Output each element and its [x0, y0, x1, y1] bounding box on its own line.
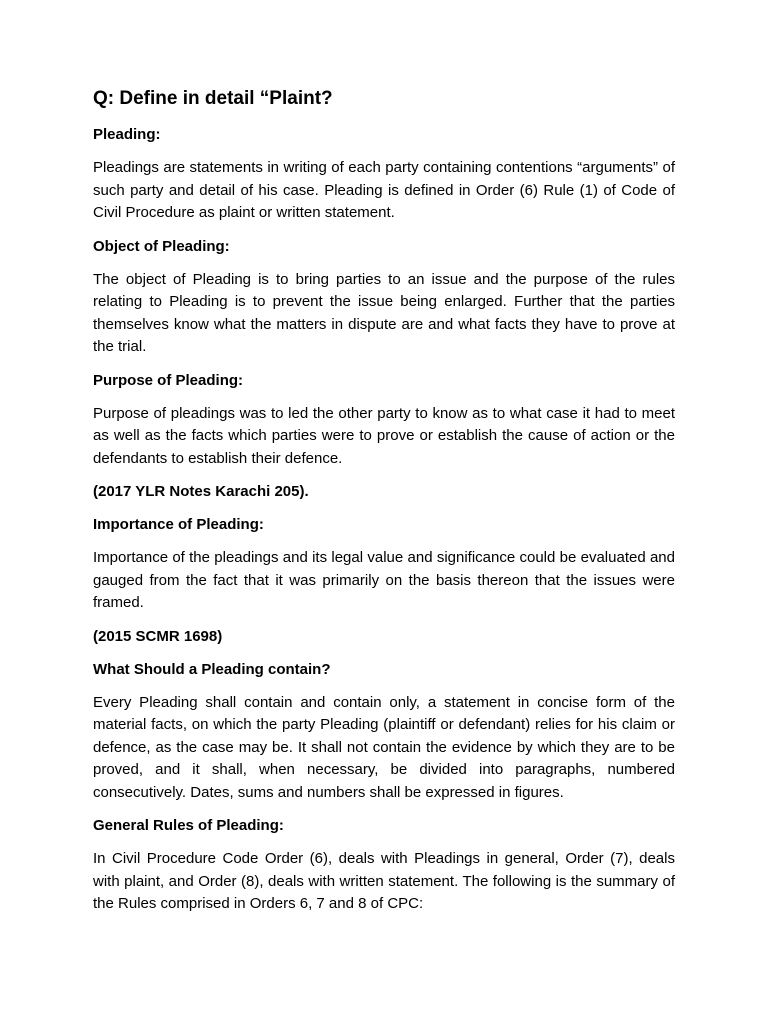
heading-object-of-pleading: Object of Pleading:: [93, 237, 230, 255]
paragraph-general-rules: In Civil Procedure Code Order (6), deals with Pleadings in general, Order (7), deals with plaint, and Order (8), deals with written statement. The following is the summary of the Rules comprised in Orders 6, 7 and 8 of CPC:: [93, 850, 675, 912]
paragraph-object-of-pleading: The object of Pleading is to bring parties to an issue and the purpose of the rules relating to Pleading is to prevent the issue being enlarged. Further that the parties themselves know what the matters in dispute are and what facts they have to prove at the trial.: [93, 270, 675, 355]
paragraph-what-pleading-contains: Every Pleading shall contain and contain only, a statement in concise form of the material facts, on which the party Pleading (plaintiff or defendant) relies for his claim or defence, as the case may be. It shall not contain the evidence by which they are to be proved, and it shall, when necessary, be divided into paragraphs, numbered consecutively. Dates, sums and numbers shall be expressed in figures.: [93, 693, 675, 801]
heading-general-rules: General Rules of Pleading:: [93, 817, 284, 834]
heading-pleading: Pleading:: [93, 126, 161, 143]
heading-importance-of-pleading: Importance of Pleading:: [93, 516, 264, 533]
heading-purpose-of-pleading: Purpose of Pleading:: [93, 371, 244, 389]
citation-2017-ylr: (2017 YLR Notes Karachi 205).: [93, 483, 309, 500]
paragraph-importance-of-pleading: Importance of the pleadings and its legal value and significance could be evaluated and gauged from the fact that it was primarily on the basis thereon that the issues were framed.: [93, 549, 675, 611]
citation-2015-scmr: (2015 SCMR 1698): [93, 627, 223, 645]
paragraph-pleading-definition: Pleadings are statements in writing of each party containing contentions “arguments” of such party and detail of his case. Pleading is defined in Order (6) Rule (1) of Code of Civil Procedure as plaint or written statement.: [93, 159, 675, 221]
heading-what-pleading-contains: What Should a Pleading contain?: [93, 660, 331, 678]
page-title: Q: Define in detail “Plaint?: [93, 88, 333, 109]
document-page: [93, 86, 675, 927]
paragraph-purpose-of-pleading: Purpose of pleadings was to led the other party to know as to what case it had to meet as well as the facts which parties were to prove or establish the cause of action or the defendants to establish their defence.: [93, 404, 675, 467]
